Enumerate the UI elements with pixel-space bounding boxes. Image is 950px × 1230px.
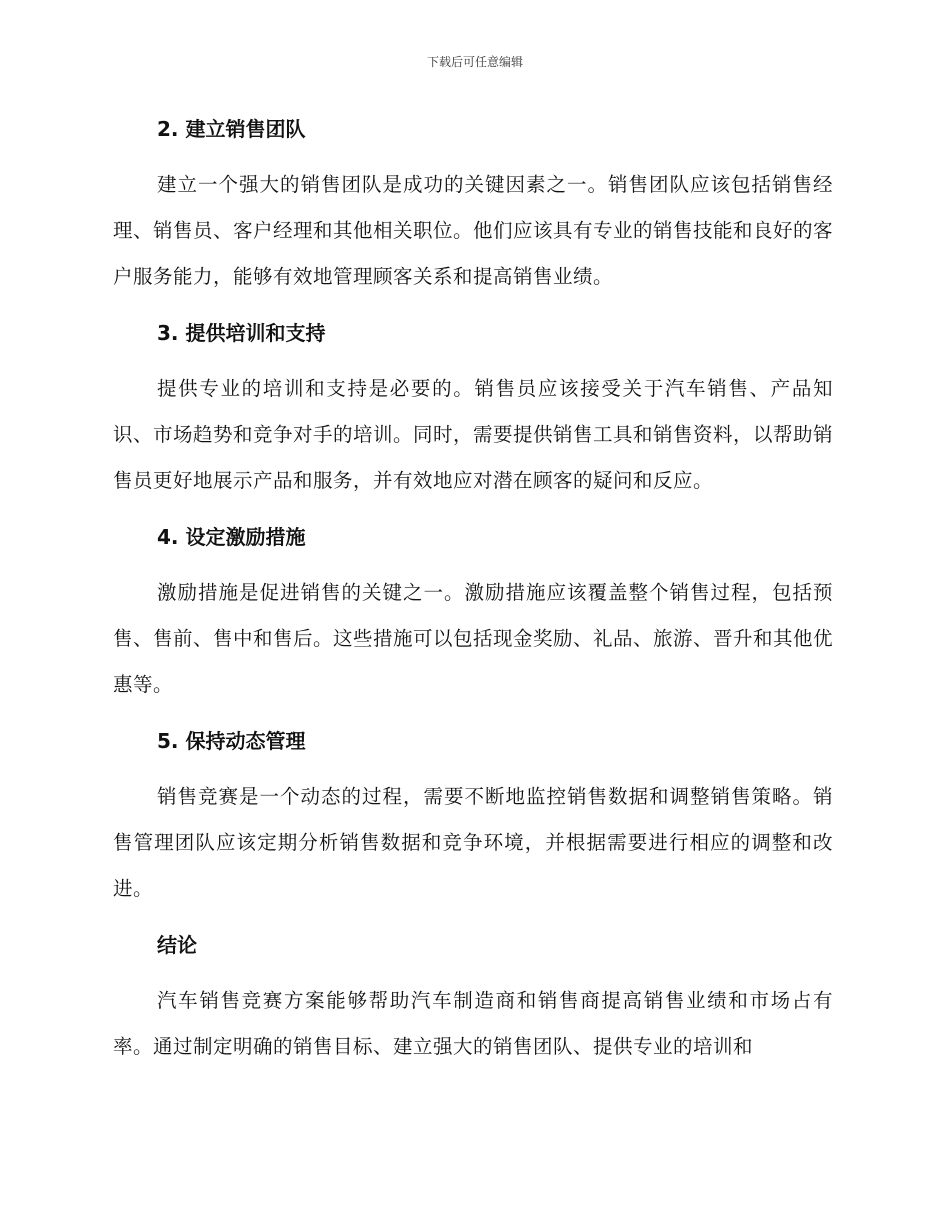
document-body [113,106,833,1070]
section-paragraph-sales-team: 建立一个强大的销售团队是成功的关键因素之一。销售团队应该包括销售经理、销售员、客户经理和其他相关职位。他们应该具有专业的销售技能和良好的客户服务能力，能够有效地管理顾客关系和提高销售业绩。 [113,173,834,288]
page-header: 下载后可任意编辑 [426,55,523,69]
section-paragraph-training: 提供专业的培训和支持是必要的。销售员应该接受关于汽车销售、产品知识、市场趋势和竞争对手的培训。同时，需要提供销售工具和销售资料，以帮助销售员更好地展示产品和服务，并有效地应对潜在顾客的疑问和反应。 [113,377,834,492]
section-paragraph-conclusion: 汽车销售竞赛方案能够帮助汽车制造商和销售商提高销售业绩和市场占有率。通过制定明确的销售目标、建立强大的销售团队、提供专业的培训和 [113,989,833,1058]
section-heading-dynamic-management: 5. 保持动态管理 [157,729,306,753]
section-heading-sales-team: 2. 建立销售团队 [157,117,306,141]
section-paragraph-dynamic-management: 销售竞赛是一个动态的过程，需要不断地监控销售数据和调整销售策略。销售管理团队应该定期分析销售数据和竞争环境，并根据需要进行相应的调整和改进。 [113,785,833,900]
section-heading-incentives: 4. 设定激励措施 [157,525,306,549]
section-heading-training: 3. 提供培训和支持 [157,321,326,345]
section-heading-conclusion: 结论 [157,933,197,957]
section-paragraph-incentives: 激励措施是促进销售的关键之一。激励措施应该覆盖整个销售过程，包括预售、售前、售中和售后。这些措施可以包括现金奖励、礼品、旅游、晋升和其他优惠等。 [113,581,834,696]
